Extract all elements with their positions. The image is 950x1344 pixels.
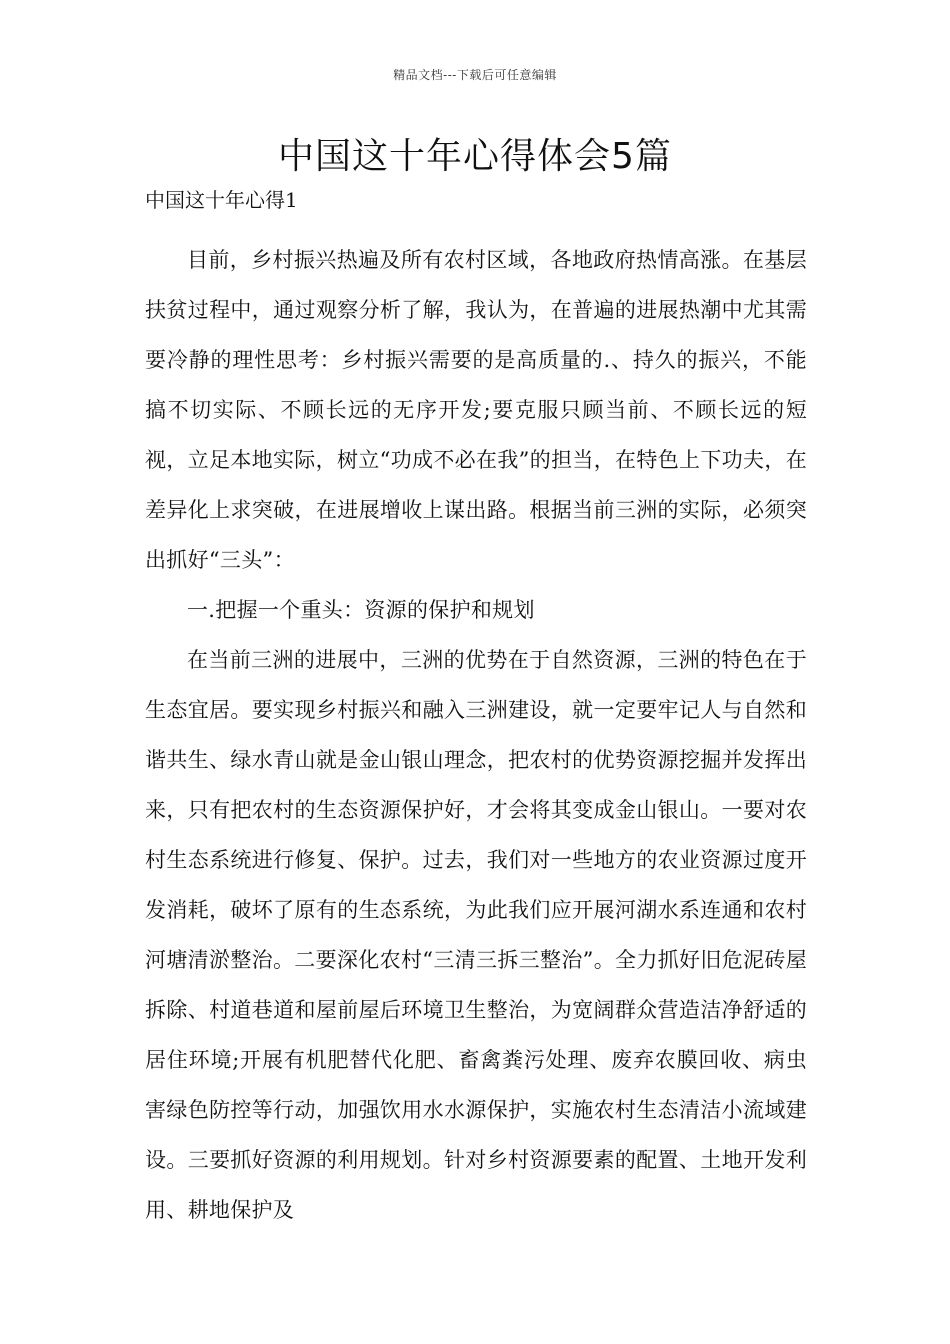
paragraph-subheading: 一.把握一个重头：资源的保护和规划 — [187, 598, 535, 622]
paragraph-intro: 目前，乡村振兴热遍及所有农村区域，各地政府热情高涨。在基层扶贫过程中，通过观察分析了解，我认为，在普遍的进展热潮中尤其需要冷静的理性思考：乡村振兴需要的是高质量的.、持久的振兴，不能搞不切实际、不顾长远的无序开发;要克服只顾当前、不顾长远的短视，立足本地实际，树立“功成不必在我”的担当，在特色上下功夫，在差异化上求突破，在进展增收上谋出路。根据当前三洲的实际，必须突出抓好“三头”： — [145, 248, 807, 572]
header-note: 精品文档---下载后可任意编辑 — [393, 68, 557, 82]
document-title: 中国这十年心得体会5篇 — [278, 136, 672, 177]
section-heading: 中国这十年心得1 — [145, 188, 298, 212]
paragraph-body: 在当前三洲的进展中，三洲的优势在于自然资源，三洲的特色在于生态宜居。要实现乡村振兴和融入三洲建设，就一定要牢记人与自然和谐共生、绿水青山就是金山银山理念，把农村的优势资源挖掘并发挥出来，只有把农村的生态资源保护好，才会将其变成金山银山。一要对农村生态系统进行修复、保护。过去，我们对一些地方的农业资源过度开发消耗，破坏了原有的生态系统，为此我们应开展河湖水系连通和农村河塘清淤整治。二要深化农村“三清三拆三整治”。全力抓好旧危泥砖屋拆除、村道巷道和屋前屋后环境卫生整治，为宽阔群众营造洁净舒适的居住环境;开展有机肥替代化肥、畜禽粪污处理、废弃农膜回收、病虫害绿色防控等行动，加强饮用水水源保护，实施农村生态清洁小流域建设。三要抓好资源的利用规划。针对乡村资源要素的配置、土地开发利用、耕地保护及 — [145, 648, 807, 1222]
document-body — [145, 184, 807, 1235]
